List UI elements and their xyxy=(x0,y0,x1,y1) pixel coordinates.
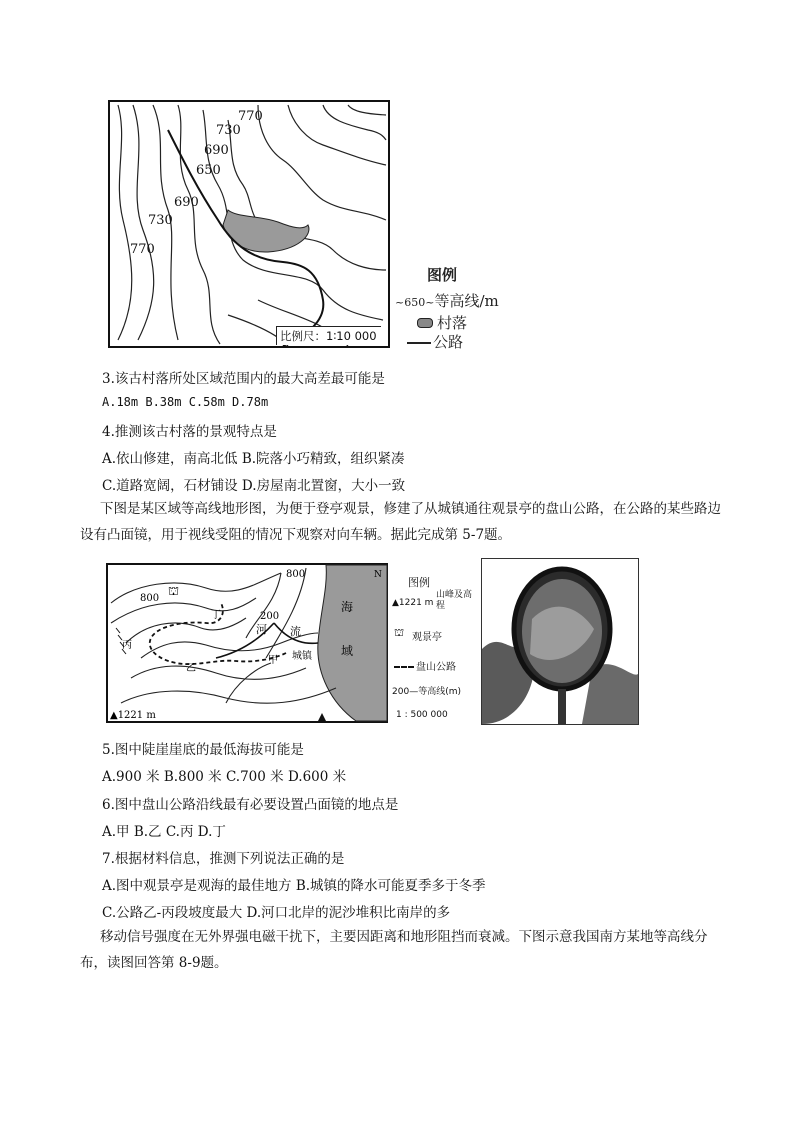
legend-village: 村落 xyxy=(417,312,467,333)
q4-options-1: A.依山修建，南高北低 B.院落小巧精致，组织紧凑 xyxy=(102,451,405,467)
legend2-pavilion: 观景亭 xyxy=(412,632,442,643)
q7-stem: 7.根据材料信息，推测下列说法正确的是 xyxy=(102,851,345,867)
contour-label-650: 650 xyxy=(196,163,221,178)
q4-options-2: C.道路宽阔，石材铺设 D.房屋南北置窗，大小一致 xyxy=(102,478,406,494)
contour-label-730-top: 730 xyxy=(216,123,241,138)
label-jia: 甲 xyxy=(268,655,278,666)
legend-title: 图例 xyxy=(427,266,458,284)
q6-stem: 6.图中盘山公路沿线最有必要设置凸面镜的地点是 xyxy=(102,797,399,813)
legend-road: 公路 xyxy=(407,331,463,352)
q3-stem: 3.该古村落所处区域范围内的最大高差最可能是 xyxy=(102,371,385,387)
contour-label-690-bottom: 690 xyxy=(174,195,199,210)
label-town: 城镇 xyxy=(292,651,312,662)
village-symbol-icon xyxy=(417,318,433,328)
label-800-top: 800 xyxy=(286,569,306,580)
q6-options: A.甲 B.乙 C.丙 D.丁 xyxy=(102,824,226,840)
legend-figure1 xyxy=(395,264,525,354)
label-bing: 丙 xyxy=(122,640,132,651)
label-sea-hai: 海 xyxy=(341,600,354,614)
legend2-peak: 山峰及高程 xyxy=(436,590,473,611)
legend-contour: ~650~等高线/m xyxy=(395,292,499,310)
label-yi: 乙 xyxy=(186,663,196,674)
legend2-road: 盘山公路 xyxy=(394,658,456,673)
map-scale: 比例尺：1∶10 000 xyxy=(276,326,381,345)
legend-figure2 xyxy=(392,570,478,722)
legend2-contour: 200—等高线(m) xyxy=(392,687,461,697)
pavilion-icon: ⛫ xyxy=(168,584,180,598)
q3-options: A.18m B.38m C.58m D.78m xyxy=(102,395,269,409)
legend2-scale: 1 : 500 000 xyxy=(396,710,448,720)
label-ding: 丁 xyxy=(211,610,221,621)
label-sea-yu: 域 xyxy=(341,644,354,658)
contour-label-770-bottom: 770 xyxy=(130,242,155,257)
intro-q5-7: 下图是某区域等高线地形图，为便于登亭观景，修建了从城镇通往观景亭的盘山公路，在公路的某些路边设有凸面镜，用于视线受阻的情况下观察对向车辆。据此完成第 5-7题。 xyxy=(80,501,721,543)
contour-label-690-top: 690 xyxy=(204,143,229,158)
contour-map-mountain-road xyxy=(106,563,388,723)
label-200: 200 xyxy=(260,611,280,622)
q7-options-2: C.公路乙-丙段坡度最大 D.河口北岸的泥沙堆积比南岸的多 xyxy=(102,905,451,921)
convex-mirror-photo xyxy=(481,558,639,725)
q7-options-1: A.图中观景亭是观海的最佳地方 B.城镇的降水可能夏季多于冬季 xyxy=(102,878,486,894)
label-river-he: 河 xyxy=(256,623,267,636)
road-symbol-icon xyxy=(407,342,431,344)
contour-map-village xyxy=(108,100,390,348)
q4-stem: 4.推测该古村落的景观特点是 xyxy=(102,424,277,440)
label-800-left: 800 xyxy=(140,593,160,604)
north-arrow-icon: N xyxy=(374,570,382,580)
q5-stem: 5.图中陡崖崖底的最低海拔可能是 xyxy=(102,742,304,758)
road-dashed-icon xyxy=(394,666,414,668)
label-river-liu: 流 xyxy=(290,625,301,638)
label-peak: ▲1221 m xyxy=(110,710,156,721)
legend2-title: 图例 xyxy=(408,576,430,589)
contour-label-730-bottom: 730 xyxy=(148,213,173,228)
q5-options: A.900 米 B.800 米 C.700 米 D.600 米 xyxy=(102,769,347,785)
intro-q8-9: 移动信号强度在无外界强电磁干扰下，主要因距离和地形阻挡而衰减。下图示意我国南方某地等高线分布，读图回答第 8-9题。 xyxy=(80,929,708,971)
pavilion-legend-icon: ⛫ xyxy=(394,626,405,639)
legend2-peak-symbol: ▲1221 m xyxy=(392,598,434,608)
contour-label-770-top: 770 xyxy=(238,109,263,124)
